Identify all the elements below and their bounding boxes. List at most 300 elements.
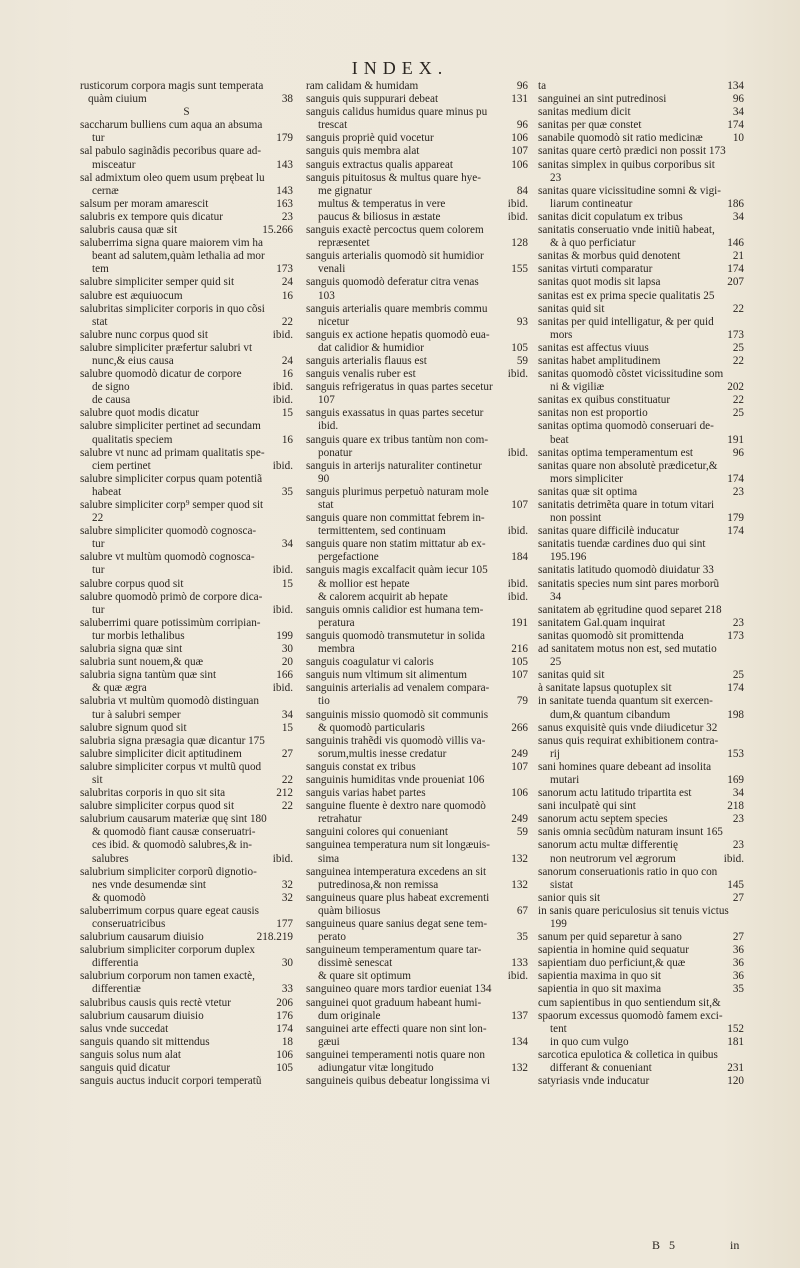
index-entry-line — [306, 1062, 528, 1075]
index-entry-line: salubre simpliciter corpus quam potentiã — [80, 472, 263, 485]
index-entry-line: ad sanitatem motus non est, sed mutatio — [538, 643, 717, 656]
index-entry-line — [80, 630, 293, 643]
page-reference: ibid. — [507, 446, 528, 459]
entry-text: repræsentet — [318, 237, 370, 250]
entry-text: tur — [92, 538, 105, 551]
page-reference: 179 — [276, 132, 293, 145]
signature-mark: B 5 — [652, 1238, 679, 1252]
index-entry-line — [538, 263, 744, 276]
index-entry-line: 34 — [550, 590, 562, 603]
index-entry-line — [80, 159, 293, 172]
page-reference: 173 — [727, 328, 744, 341]
entry-text: tent — [550, 1022, 567, 1035]
entry-text: salubris ex tempore quis dicatur — [80, 210, 223, 223]
index-entry-line: ibid. — [318, 420, 339, 433]
index-entry-line: sanguis ex actione hepatis quomodò eua- — [306, 328, 490, 341]
index-entry-line: sanguis quomodò transmutetur in solida — [306, 629, 485, 642]
index-column-3 — [538, 80, 744, 1088]
index-entry-line: sanguine fluente è dextro nare quomodò — [306, 800, 486, 813]
index-entry-line: salubre simpliciter corp⁹ semper quod sit — [80, 499, 264, 511]
entry-text: salubria sunt nouem,& quæ — [80, 656, 204, 669]
index-entry-line — [538, 944, 744, 957]
page-reference: 22 — [281, 800, 293, 813]
index-entry-line — [306, 237, 528, 250]
index-entry-line — [80, 997, 293, 1010]
index-entry-line — [306, 578, 528, 591]
entry-text: sanitas medium dicit — [538, 106, 631, 119]
page-reference: 16 — [281, 368, 293, 381]
page-reference: 32 — [281, 878, 293, 891]
page-reference: 133 — [511, 957, 528, 970]
index-entry-line — [306, 447, 528, 460]
index-entry-line: sanitatis tuendæ cardines duo qui sint — [538, 538, 706, 551]
entry-text: paucus & biliosus in æstate — [318, 210, 441, 223]
index-entry-line — [538, 813, 744, 826]
page-reference: 181 — [727, 1035, 744, 1048]
index-entry-line — [80, 787, 293, 800]
entry-text: sapientiam duo perficiunt,& quæ — [538, 957, 686, 970]
entry-text: perato — [318, 931, 346, 944]
index-entry-line: 25 — [550, 656, 562, 669]
entry-text: ponatur — [318, 446, 353, 459]
index-entry-line — [80, 800, 293, 813]
entry-text: salubre nunc corpus quod sit — [80, 328, 209, 341]
entry-text: sanorum actu multæ differentię — [538, 839, 678, 852]
page-reference: 198 — [727, 708, 744, 721]
index-entry-line — [538, 630, 744, 643]
index-entry-line — [538, 682, 744, 695]
index-entry-line — [80, 1062, 293, 1075]
index-entry-line — [306, 93, 528, 106]
page-reference: 120 — [727, 1075, 744, 1088]
page-reference: ibid. — [272, 682, 293, 695]
entry-text: nes vnde desumendæ sint — [92, 878, 207, 891]
index-entry-line — [80, 892, 293, 905]
page-reference: 36 — [732, 944, 744, 957]
page-reference: 21 — [732, 250, 744, 263]
index-entry-line — [538, 473, 744, 486]
index-entry-line — [538, 106, 744, 119]
index-entry-line — [80, 394, 293, 407]
entry-text: de causa — [92, 394, 131, 407]
entry-text: sanabile quomodò sit ratio medicinæ — [538, 132, 703, 145]
entry-text: mors — [550, 328, 573, 341]
index-entry-line: in sanitate tuenda quantum sit exercen- — [538, 695, 713, 708]
index-entry-line — [538, 800, 744, 813]
index-entry-line: sanitas per quid intelligatur, & per quid — [538, 315, 714, 328]
index-entry-line: salubritas simpliciter corporis in quo cõsi — [80, 302, 265, 315]
index-entry-line — [306, 211, 528, 224]
page-reference: ibid. — [272, 459, 293, 472]
page-reference: 106 — [276, 1048, 293, 1061]
index-entry-line — [306, 525, 528, 538]
index-entry-line — [80, 368, 293, 381]
page-reference: 163 — [276, 197, 293, 210]
entry-text: sanguis arterialis flauus est — [306, 354, 427, 367]
index-entry-line: salubrium simpliciter corporũ dignotio- — [80, 865, 257, 878]
entry-text: salubre quomodò dicatur de corpore — [80, 368, 242, 381]
entry-text: salubritas corporis in quo sit sita — [80, 787, 226, 800]
index-entry-line — [306, 145, 528, 158]
page-reference: 231 — [727, 1062, 744, 1075]
index-entry-line: beant ad salutem,quàm lethalia ad mor — [92, 250, 265, 263]
page-reference: 36 — [732, 957, 744, 970]
page-reference: 16 — [281, 289, 293, 302]
index-entry-line: sanitas optima quomodò conseruari de- — [538, 420, 714, 433]
page-reference: 27 — [732, 891, 744, 904]
page-reference: ibid. — [723, 852, 744, 865]
index-entry-line: sanguineum temperamentum quare tar- — [306, 944, 482, 957]
entry-text: stat — [318, 499, 334, 511]
index-entry-line: salubrium causarum materiæ quę sint 180 — [80, 813, 267, 826]
entry-text: sanitas quot modis sit lapsa — [538, 276, 661, 289]
entry-text: sit — [92, 773, 103, 786]
index-entry-line — [538, 132, 744, 145]
index-entry-line: sanguinis trahẽdi vis quomodò villis va- — [306, 734, 486, 747]
index-entry-line — [538, 669, 744, 682]
index-entry-line — [306, 931, 528, 944]
entry-text: & calorem acquirit ab hepate — [318, 590, 448, 603]
index-entry-line — [80, 132, 293, 145]
page-reference: 134 — [727, 80, 744, 92]
page-reference: 137 — [511, 1009, 528, 1022]
page-reference: 36 — [732, 970, 744, 983]
entry-text: sanior quis sit — [538, 891, 601, 904]
entry-text: salubre simpliciter dicit aptitudinem — [80, 747, 242, 760]
index-entry-line — [80, 211, 293, 224]
index-entry-line: sanguis arterialis quare membris commu — [306, 302, 488, 315]
index-entry-line: sanitas quare non absolutè prædicetur,& — [538, 459, 718, 472]
index-entry-line — [306, 80, 528, 93]
index-entry-line — [80, 1023, 293, 1036]
index-entry-line — [80, 853, 293, 866]
page-reference: 18 — [281, 1035, 293, 1048]
entry-text: & quæ ægra — [92, 682, 147, 695]
index-entry-line — [538, 355, 744, 368]
index-entry-line — [306, 591, 528, 604]
entry-text: salsum per moram amarescit — [80, 197, 209, 210]
page-reference: 145 — [727, 878, 744, 891]
entry-text: tur — [92, 564, 105, 577]
index-entry-line: sanguinea temperatura num sit longæuis- — [306, 839, 490, 852]
index-entry-line — [538, 892, 744, 905]
index-entry-line: sanguis refrigeratus in quas partes secetur — [306, 381, 493, 394]
entry-text: sanguis quid dicatur — [80, 1062, 171, 1075]
index-entry-line: sanitatis conseruatio vnde initiũ habeat, — [538, 224, 715, 237]
index-entry-line — [538, 957, 744, 970]
index-entry-line: sanguinis missio quomodò sit communis — [306, 708, 489, 721]
page-reference: 23 — [732, 839, 744, 852]
entry-text: stat — [92, 315, 108, 328]
entry-text: pergefactione — [318, 551, 379, 564]
index-entry-line: sanguis calidus humidus quare minus pu — [306, 106, 488, 119]
entry-text: salubria signa tantùm quæ sint — [80, 669, 217, 682]
index-entry-line — [80, 722, 293, 735]
index-entry-line — [538, 93, 744, 106]
index-entry-line: salubre simpliciter pertinet ad secundam — [80, 420, 261, 433]
page-reference: 218 — [727, 800, 744, 813]
index-entry-line — [538, 748, 744, 761]
index-entry-line — [80, 276, 293, 289]
index-entry-line: sanguineus quare plus habeat excrementi — [306, 891, 490, 904]
index-entry-line — [80, 1010, 293, 1023]
index-entry-line — [538, 276, 744, 289]
page-reference: 206 — [276, 996, 293, 1009]
page-reference: 199 — [276, 629, 293, 642]
entry-text: multus & temperatus in vere — [318, 197, 446, 210]
entry-text: salubre simpliciter corpus quod sit — [80, 800, 235, 813]
index-entry-line: sanguis exactè percoctus quem colorem — [306, 224, 484, 237]
page-reference: ibid. — [507, 590, 528, 603]
index-entry-line — [80, 564, 293, 577]
entry-text: sanitas optima temperamentum est — [538, 446, 694, 459]
page-reference: 38 — [281, 93, 293, 106]
index-entry-line — [538, 1023, 744, 1036]
page-reference: 23 — [732, 485, 744, 498]
index-entry-line — [538, 198, 744, 211]
page-reference: 266 — [511, 721, 528, 734]
page-reference: 22 — [732, 354, 744, 367]
entry-text: peratura — [318, 616, 355, 629]
index-entry-line — [538, 407, 744, 420]
page-reference: 174 — [727, 525, 744, 538]
index-entry-line: salubre vt nunc ad primam qualitatis spe- — [80, 446, 265, 459]
index-entry-line: 107 — [318, 394, 335, 407]
page-reference: 25 — [732, 407, 744, 420]
index-entry-line: sanitatis latitudo quomodò diuidatur 33 — [538, 564, 714, 577]
index-entry-line — [538, 211, 744, 224]
page-reference: 59 — [516, 826, 528, 839]
index-entry-line: sanguis plurimus perpetuò naturam mole — [306, 485, 489, 498]
entry-text: sanguis quis suppurari debeat — [306, 93, 439, 106]
page-reference: 59 — [516, 354, 528, 367]
page-reference: 23 — [732, 616, 744, 629]
index-entry-line — [306, 1036, 528, 1049]
page-reference: 153 — [727, 747, 744, 760]
entry-text: sanguis num vltimum sit alimentum — [306, 669, 467, 682]
entry-text: sanguini colores qui conueniant — [306, 826, 448, 839]
entry-text: tio — [318, 695, 330, 708]
index-entry-line — [80, 486, 293, 499]
index-entry-line — [80, 578, 293, 591]
index-entry-line: sani homines quare debeant ad insolita — [538, 760, 712, 773]
page-reference: 207 — [727, 276, 744, 289]
entry-text: sanum per quid separetur à sano — [538, 931, 682, 944]
index-entry-line — [80, 316, 293, 329]
index-entry-line: sal admixtum oleo quem usum prębeat lu — [80, 171, 265, 184]
page-reference: 202 — [727, 381, 744, 394]
page-reference: ibid. — [507, 970, 528, 983]
page-reference: 10 — [732, 132, 744, 145]
index-entry-line: saluberrimum corpus quare egeat causis — [80, 904, 259, 917]
index-entry-line — [306, 879, 528, 892]
page-reference: 107 — [511, 145, 528, 158]
entry-text: dat calidior & humidior — [318, 341, 424, 354]
index-entry-line — [306, 198, 528, 211]
page-reference: 22 — [732, 394, 744, 407]
entry-text: sanguis propriè quid vocetur — [306, 132, 434, 145]
entry-text: ni & vigiliæ — [550, 381, 605, 394]
index-entry-line: sanitas quare vicissitudine somni & vigi- — [538, 184, 722, 197]
page-reference: 84 — [516, 184, 528, 197]
entry-text: sani inculpatè qui sint — [538, 800, 636, 813]
index-entry-line: sanguineus quare sanius degat sene tem- — [306, 918, 488, 930]
index-entry-line: sanguis quare non statim mittatur ab ex- — [306, 538, 486, 551]
index-entry-line — [80, 185, 293, 198]
index-entry-line: sanitas quomodò cõstet vicissitudine som — [538, 368, 724, 381]
index-entry-line: 195.196 — [550, 551, 587, 564]
entry-text: sapientia in quo sit maxima — [538, 983, 662, 996]
page-reference: 216 — [511, 643, 528, 656]
page-reference: 24 — [281, 276, 293, 289]
index-entry-line — [80, 538, 293, 551]
index-entry-line — [306, 1010, 528, 1023]
page-reference: 177 — [276, 918, 293, 930]
index-entry-line — [80, 918, 293, 931]
page-reference: 20 — [281, 656, 293, 669]
page-reference: ibid. — [507, 368, 528, 381]
entry-text: putredinosa,& non remissa — [318, 878, 439, 891]
index-entry-line — [80, 682, 293, 695]
index-entry-line — [538, 486, 744, 499]
entry-text: & mollior est hepate — [318, 577, 410, 590]
entry-text: sanitas quæ sit optima — [538, 485, 638, 498]
index-entry-line — [306, 748, 528, 761]
page-reference: 25 — [732, 341, 744, 354]
catchword: in — [730, 1238, 740, 1252]
entry-text: quàm biliosus — [318, 904, 381, 917]
page-reference: 79 — [516, 695, 528, 708]
index-entry-line — [80, 263, 293, 276]
index-entry-line — [306, 551, 528, 564]
index-entry-line: sanguinis humiditas vnde proueniat 106 — [306, 773, 485, 786]
index-entry-line: sanguis auctus inducit corpori temperatũ — [80, 1075, 262, 1088]
page-reference: 67 — [516, 904, 528, 917]
entry-text: tur morbis lethalibus — [92, 629, 185, 642]
index-entry-line — [80, 604, 293, 617]
index-entry-line — [538, 970, 744, 983]
page-reference: 34 — [732, 210, 744, 223]
entry-text: salubris causa quæ sit — [80, 224, 178, 237]
page-reference: 34 — [281, 708, 293, 721]
index-entry-line — [538, 119, 744, 132]
index-entry-line — [306, 853, 528, 866]
entry-text: me gignatur — [318, 184, 372, 197]
entry-text: sanitas non est proportio — [538, 407, 648, 420]
entry-text: sistat — [550, 878, 573, 891]
index-entry-line: sarcotica epulotica & colletica in quibus — [538, 1048, 718, 1061]
page-reference: 24 — [281, 354, 293, 367]
entry-text: sanitas ex quibus constituatur — [538, 394, 671, 407]
page-reference: 174 — [727, 472, 744, 485]
index-entry-line — [306, 643, 528, 656]
index-entry-line — [538, 512, 744, 525]
page-reference: 96 — [732, 446, 744, 459]
entry-text: dissimè senescat — [318, 957, 393, 970]
page-reference: 96 — [516, 119, 528, 132]
index-entry-line: sanguis pituitosus & multus quare hye- — [306, 171, 481, 184]
entry-text: sapientia maxima in quo sit — [538, 970, 662, 983]
index-entry-line — [538, 80, 744, 93]
index-entry-line: salubria signa præsagia quæ dicantur 175 — [80, 734, 265, 747]
page-reference: 15 — [281, 577, 293, 590]
entry-text: sanguis venalis ruber est — [306, 368, 416, 381]
index-entry-line — [306, 695, 528, 708]
page-reference: 106 — [511, 132, 528, 145]
page-reference: ibid. — [272, 328, 293, 341]
entry-text: salus vnde succedat — [80, 1022, 169, 1035]
index-entry-line: sanguinei temperamenti notis quare non — [306, 1048, 485, 1061]
entry-text: differentiæ — [92, 983, 141, 996]
page-reference: 174 — [727, 682, 744, 695]
index-entry-line: sanguinei arte effecti quare non sint lon- — [306, 1022, 487, 1035]
index-entry-line: 23 — [550, 171, 562, 184]
entry-text: non neutrorum vel ægrorum — [550, 852, 676, 865]
entry-text: sanorum actu septem species — [538, 813, 668, 826]
page-reference: ibid. — [272, 603, 293, 616]
entry-text: habeat — [92, 485, 122, 498]
page-reference: 191 — [727, 433, 744, 446]
index-entry-line — [306, 119, 528, 132]
page-reference: 22 — [281, 315, 293, 328]
index-entry-line: sal pabulo saginãdis pecoribus quare ad- — [80, 145, 262, 158]
index-entry-line: sanitatem ab ęgritudine quod separet 218 — [538, 603, 722, 616]
entry-text: qualitatis speciem — [92, 433, 173, 446]
page-reference: 23 — [732, 813, 744, 826]
index-entry-line — [538, 237, 744, 250]
index-entry-line: ces ibid. & quomodò salubres,& in- — [92, 839, 253, 852]
entry-text: sanitas est affectus viuus — [538, 341, 649, 354]
page-reference: 132 — [511, 878, 528, 891]
index-entry-line — [538, 787, 744, 800]
page-reference: 249 — [511, 813, 528, 826]
page-reference: 169 — [727, 773, 744, 786]
entry-text: salubre simpliciter semper quid sit — [80, 276, 235, 289]
entry-text: sanitas dicit copulatum ex tribus — [538, 210, 683, 223]
index-entry-line — [80, 643, 293, 656]
entry-text: salubre est æquiuocum — [80, 289, 183, 302]
entry-text: non possint — [550, 512, 602, 525]
index-entry-line — [306, 316, 528, 329]
entry-text: & quare sit optimum — [318, 970, 411, 983]
entry-text: sanitatem Gal.quam inquirat — [538, 616, 666, 629]
page-reference: ibid. — [507, 577, 528, 590]
page-reference: 173 — [276, 263, 293, 276]
entry-text: salubre signum quod sit — [80, 721, 187, 734]
entry-text: tur à salubri semper — [92, 708, 181, 721]
entry-text: salubre corpus quod sit — [80, 577, 184, 590]
index-entry-line — [80, 381, 293, 394]
page-reference: 35 — [732, 983, 744, 996]
page-reference: 179 — [727, 512, 744, 525]
page-reference: ibid. — [507, 197, 528, 210]
index-entry-line — [306, 722, 528, 735]
page-reference: 174 — [727, 263, 744, 276]
entry-text: sanguis solus num alat — [80, 1048, 181, 1061]
page-reference: 176 — [276, 1009, 293, 1022]
page-reference: 96 — [732, 93, 744, 106]
entry-text: dum,& quantum cibandum — [550, 708, 671, 721]
entry-text: sanguis constat ex tribus — [306, 760, 416, 773]
page-reference: 107 — [511, 760, 528, 773]
entry-text: trescat — [318, 119, 348, 132]
index-entry-line: sanorum conseruationis ratio in quo con — [538, 865, 718, 878]
index-entry-line: sanitas est ex prima specie qualitatis 25 — [538, 289, 715, 302]
index-entry-line — [306, 368, 528, 381]
page-reference: 30 — [281, 957, 293, 970]
page-reference: 27 — [281, 747, 293, 760]
page-reference: 32 — [281, 891, 293, 904]
